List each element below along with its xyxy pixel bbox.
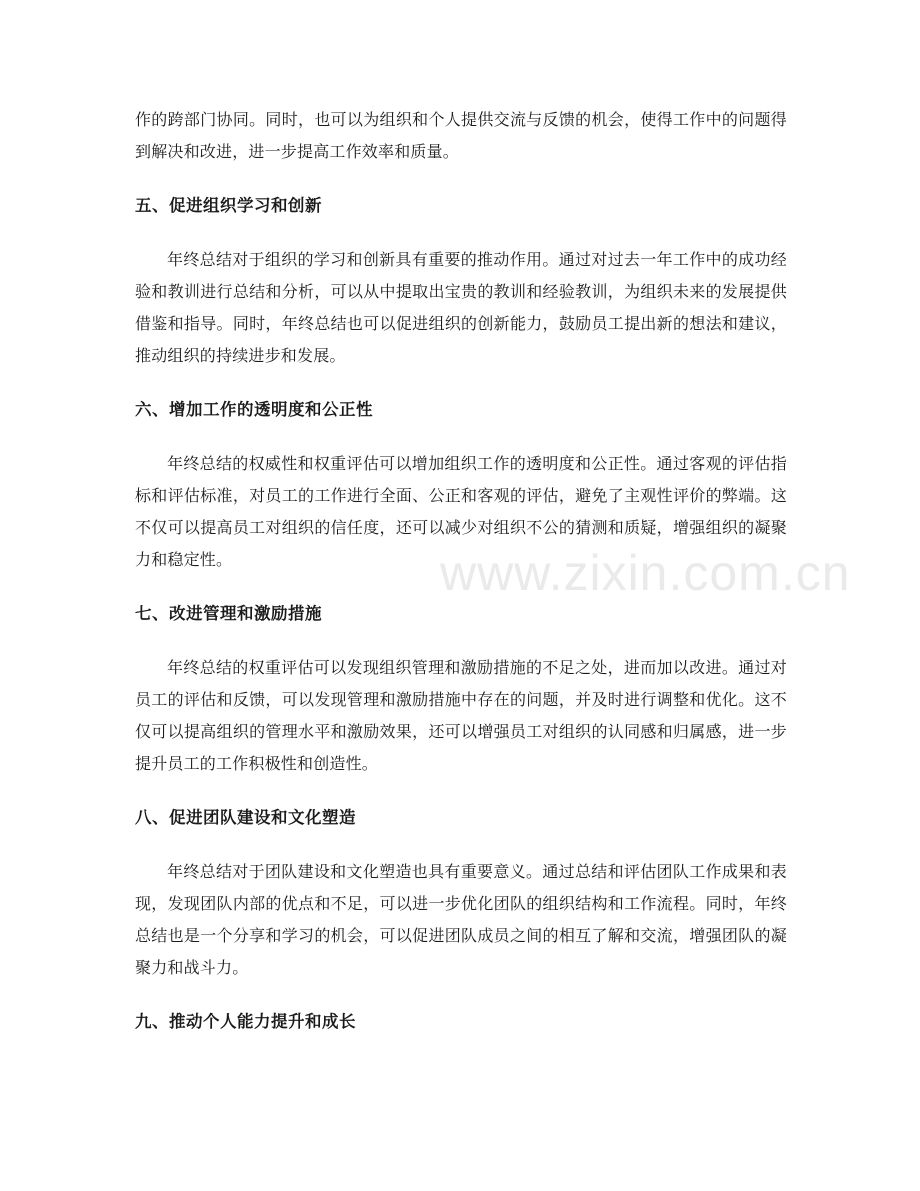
document-content bbox=[135, 104, 787, 1038]
section-body-8: 年终总结对于团队建设和文化塑造也具有重要意义。通过总结和评估团队工作成果和表现，发现团队内部的优点和不足，可以进一步优化团队的组织结构和工作流程。同时，年终总结也是一个分享和学习的机会，可以促进团队成员之间的相互了解和交流，增强团队的凝聚力和战斗力。 bbox=[135, 862, 787, 977]
section-body-5: 年终总结对于组织的学习和创新具有重要的推动作用。通过对过去一年工作中的成功经验和教训进行总结和分析，可以从中提取出宝贵的教训和经验教训，为组织未来的发展提供借鉴和指导。同时，年终总结也可以促进组织的创新能力，鼓励员工提出新的想法和建议，推动组织的持续进步和发展。 bbox=[135, 250, 787, 365]
section-heading-8: 八、促进团队建设和文化塑造 bbox=[135, 808, 356, 827]
section-heading-7: 七、改进管理和激励措施 bbox=[135, 604, 322, 623]
section-heading-6: 六、增加工作的透明度和公正性 bbox=[135, 400, 373, 419]
section-heading-5: 五、促进组织学习和创新 bbox=[135, 196, 322, 215]
section-body-7: 年终总结的权重评估可以发现组织管理和激励措施的不足之处，进而加以改进。通过对员工的评估和反馈，可以发现管理和激励措施中存在的问题，并及时进行调整和优化。这不仅可以提高组织的管理水平和激励效果，还可以增强员工对组织的认同感和归属感，进一步提升员工的工作积极性和创造性。 bbox=[135, 658, 787, 773]
intro-paragraph: 作的跨部门协同。同时，也可以为组织和个人提供交流与反馈的机会，使得工作中的问题得到解决和改进，进一步提高工作效率和质量。 bbox=[135, 110, 787, 161]
section-heading-9: 九、推动个人能力提升和成长 bbox=[135, 1012, 356, 1031]
section-body-6: 年终总结的权威性和权重评估可以增加组织工作的透明度和公正性。通过客观的评估指标和评估标准，对员工的工作进行全面、公正和客观的评估，避免了主观性评价的弊端。这不仅可以提高员工对组织的信任度，还可以减少对组织不公的猜测和质疑，增强组织的凝聚力和稳定性。 bbox=[135, 454, 787, 569]
watermark: www.zixin.com.cn bbox=[440, 545, 851, 601]
